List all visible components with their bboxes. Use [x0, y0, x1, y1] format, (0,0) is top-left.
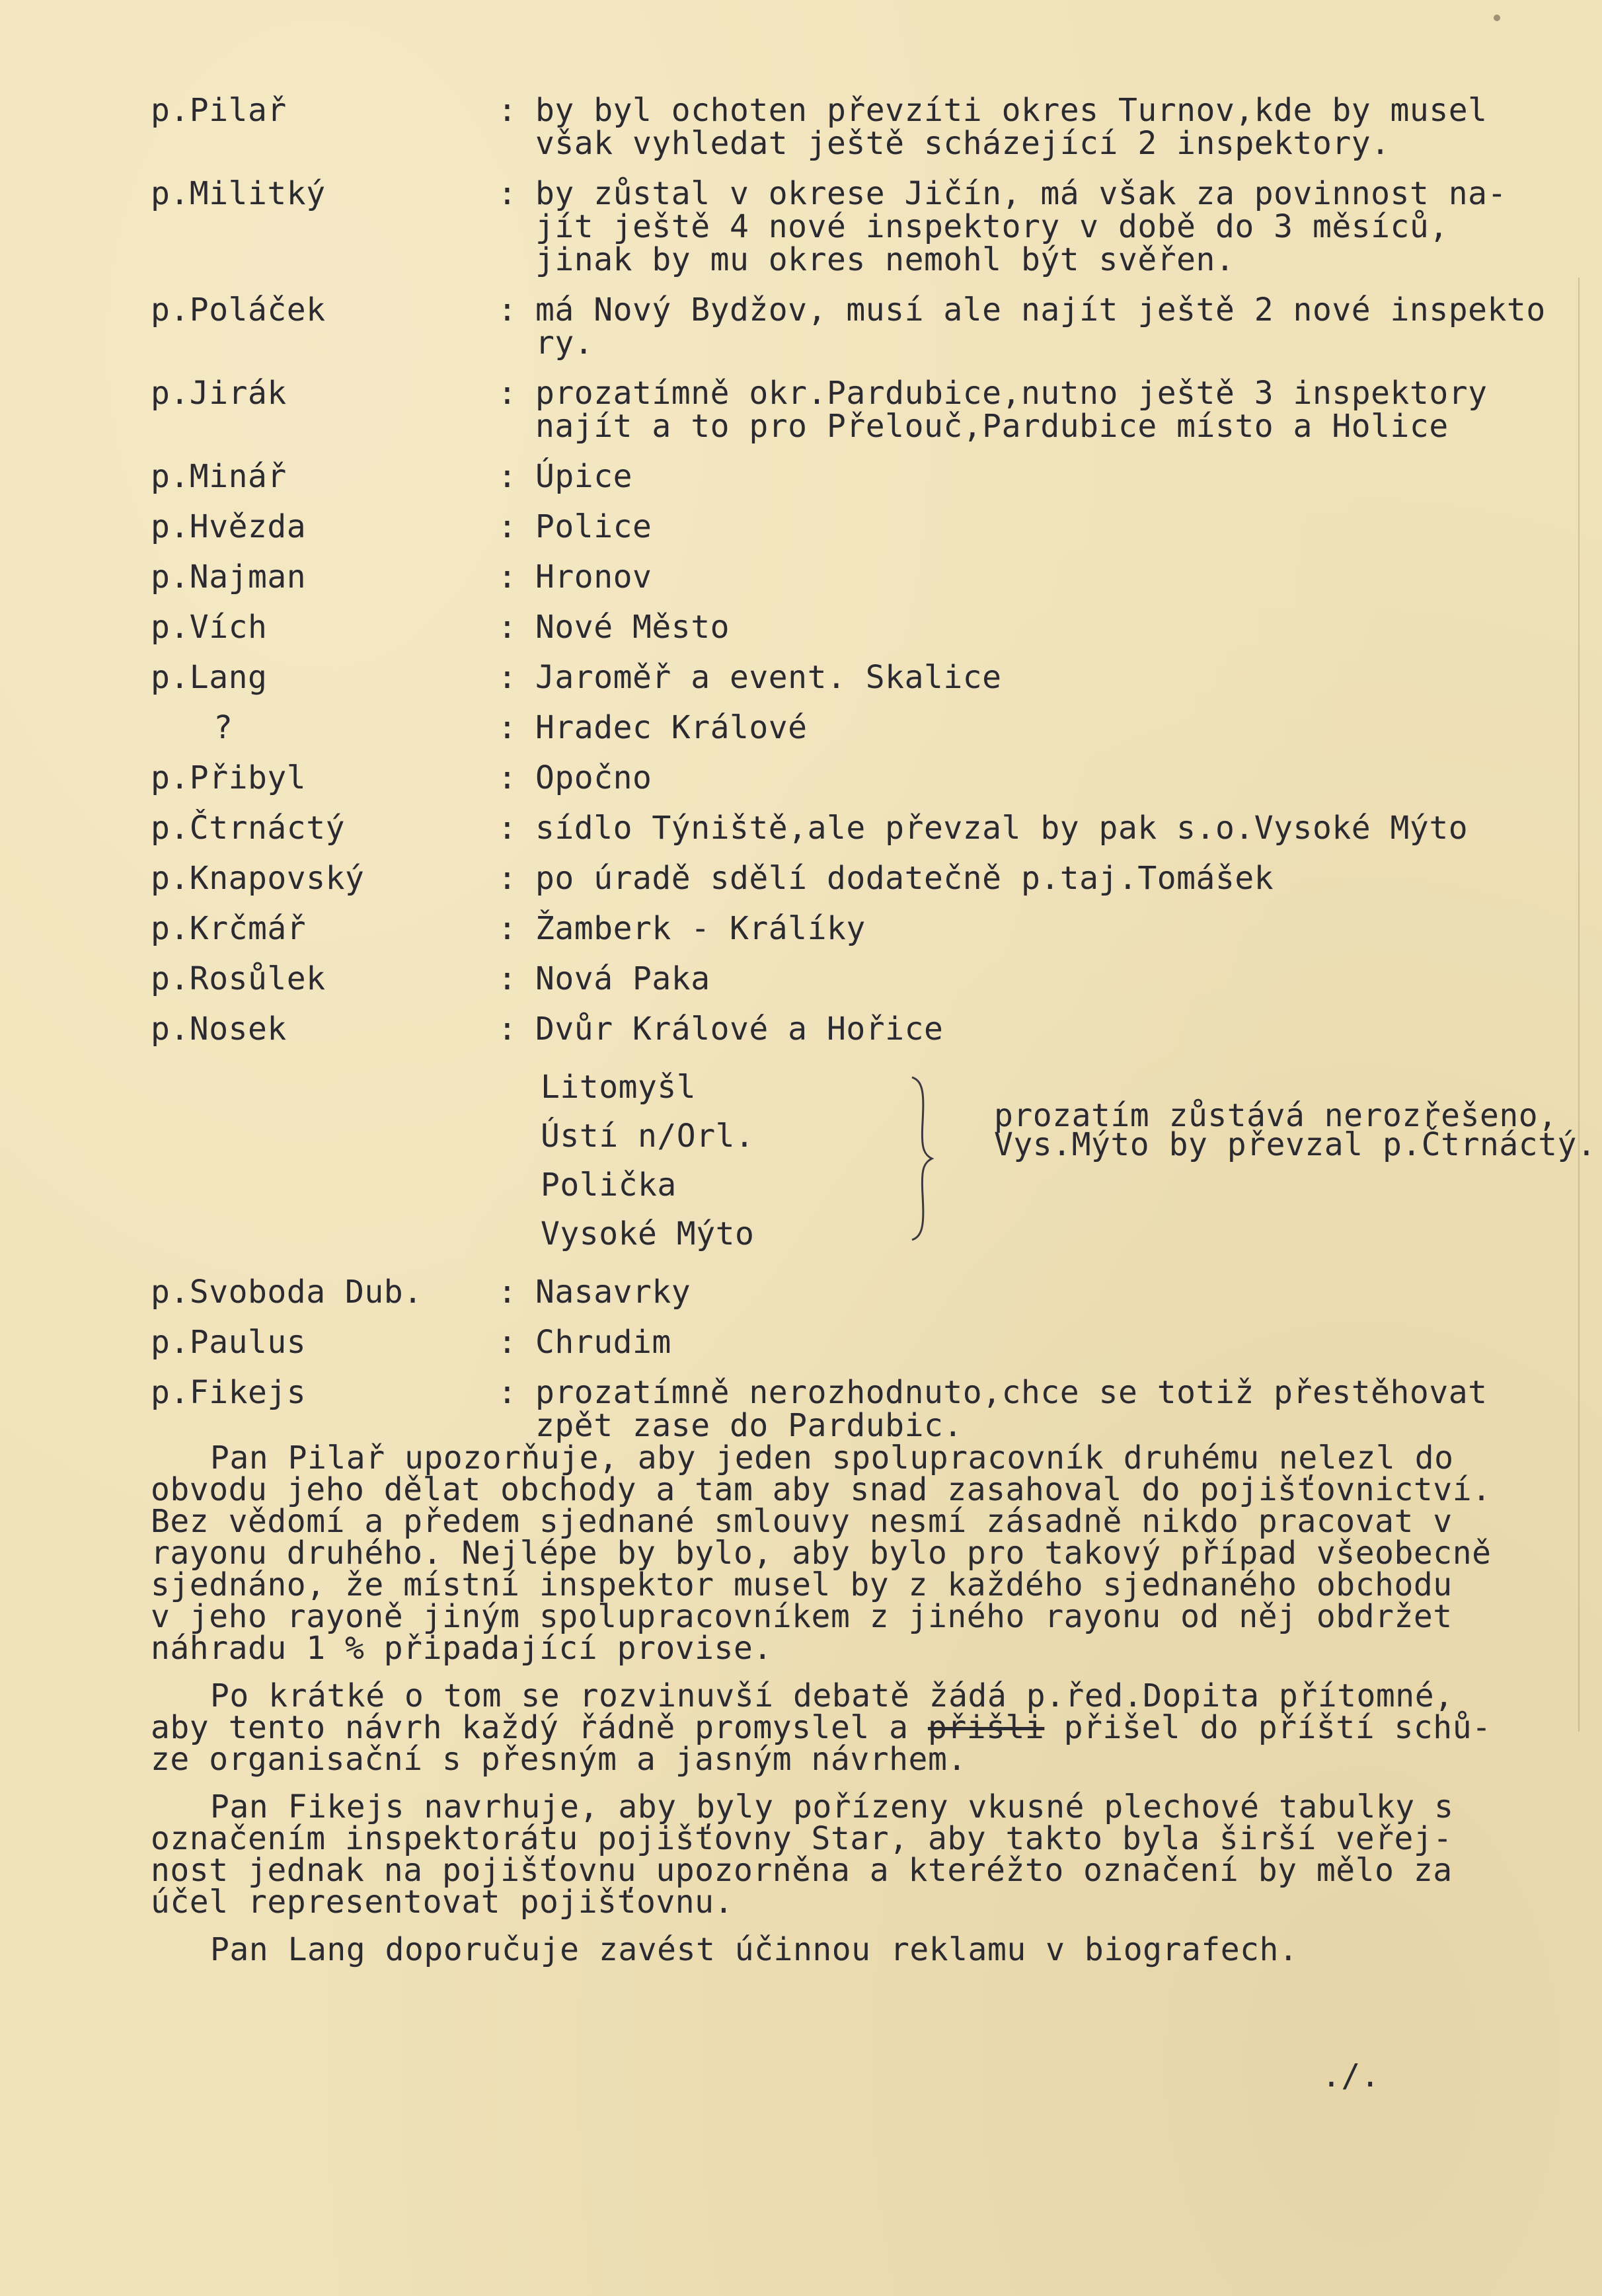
assignment-row: [151, 510, 1558, 543]
assignment-row: [151, 761, 1558, 794]
inspector-name: p.Přibyl: [151, 759, 307, 796]
inspector-name: p.Vích: [151, 609, 268, 646]
inspector-name: p.Čtrnáctý: [151, 810, 345, 847]
district-text: [535, 377, 1558, 443]
text-line: [151, 1677, 1558, 1714]
text-line: Hradec Králové: [535, 709, 808, 746]
separator: :: [498, 458, 517, 495]
separator: :: [498, 759, 517, 796]
separator: :: [498, 1374, 517, 1411]
text-line: označením inspektorátu pojišťovny Star, aby takto byla širší veřej-: [151, 1820, 1453, 1857]
text-line: prozatím zůstává nerozřešeno,: [994, 1097, 1558, 1134]
assignment-row: [151, 1013, 1558, 1046]
district-text: [535, 1013, 1558, 1046]
inspector-name: p.Poláček: [151, 291, 326, 328]
district-text: [535, 862, 1558, 895]
separator: :: [498, 558, 517, 595]
text-line: by zůstal v okrese Jičín, má však za povinnost na-: [535, 175, 1507, 212]
district-text: [535, 711, 1558, 744]
place-name: Polička: [541, 1167, 677, 1204]
paragraph-dopita: [151, 1677, 1558, 1778]
text-line: Nové Město: [535, 609, 730, 646]
text-line: Žamberk - Králíky: [535, 910, 866, 947]
separator: :: [498, 92, 517, 129]
text-line: má Nový Bydžov, musí ale najít ještě 2 nové inspekto: [535, 291, 1546, 328]
text-line: Pan Lang doporučuje zavést účinnou reklamu v biografech.: [210, 1931, 1299, 1968]
inspector-name: p.Svoboda Dub.: [151, 1274, 423, 1311]
text-line: prozatímně okr.Pardubice,nutno ještě 3 inspektory: [535, 375, 1488, 412]
separator: :: [498, 291, 517, 328]
assignment-list: [151, 92, 1597, 1459]
undecided-note: [994, 1097, 1597, 1163]
district-text: [535, 460, 1558, 493]
text-line: Bez vědomí a předem sjednané smlouvy nesmí zásadně nikdo pracovat v: [151, 1503, 1453, 1540]
text-line: však vyhledat ještě scházející 2 inspektory.: [535, 125, 1391, 162]
text-line: nost jednak na pojišťovnu upozorněna a kteréžto označení by mělo za: [151, 1852, 1453, 1889]
separator: :: [498, 175, 517, 212]
inspector-name: p.Najman: [151, 558, 307, 595]
assignment-row: [151, 1276, 1558, 1309]
assignment-row: [151, 711, 1558, 744]
assignment-row: [151, 812, 1558, 845]
separator: :: [498, 375, 517, 412]
text-line: Vys.Mýto by převzal p.Čtrnáctý.: [994, 1126, 1597, 1163]
assignment-row: [151, 1376, 1558, 1442]
text-line: Jaroměř a event. Skalice: [535, 659, 1002, 696]
text-line: zpět zase do Pardubic.: [535, 1407, 963, 1444]
minutes-paragraphs: [151, 1439, 1558, 1981]
district-text: [535, 661, 1558, 694]
place-name: Vysoké Mýto: [541, 1215, 755, 1252]
inspector-name: p.Lang: [151, 659, 268, 696]
inspector-name: p.Knapovský: [151, 860, 365, 897]
separator: :: [498, 1324, 517, 1361]
text-line: Nasavrky: [535, 1274, 691, 1311]
text-line: jít ještě 4 nové inspektory v době do 3 měsíců,: [535, 208, 1449, 245]
district-text: [535, 560, 1558, 593]
assignment-row: [151, 177, 1558, 276]
separator: :: [498, 960, 517, 997]
undecided-place-list: [541, 1063, 754, 1258]
text-line: Opočno: [535, 759, 652, 796]
text-segment: aby tento návrh každý řádně promyslel a: [151, 1709, 928, 1746]
district-text: [535, 177, 1558, 276]
district-text: [535, 94, 1558, 160]
text-line: účel representovat pojišťovnu.: [151, 1884, 734, 1921]
inspector-name: p.Hvězda: [151, 508, 307, 545]
text-line: Hronov: [535, 558, 652, 595]
text-line: obvodu jeho dělat obchody a tam aby snad zasahoval do pojišťovnictví.: [151, 1471, 1492, 1508]
assignment-row: [151, 94, 1558, 160]
text-segment: ze organisační s přesným a jasným návrhem.: [151, 1741, 967, 1778]
struck-out-word: přišli: [927, 1709, 1045, 1746]
separator: :: [498, 860, 517, 897]
text-line: sjednáno, že místní inspektor musel by z každého sjednaného obchodu: [151, 1566, 1453, 1603]
text-line: Nová Paka: [535, 960, 710, 997]
text-line: ry.: [535, 325, 594, 362]
district-text: [535, 1326, 1558, 1359]
assignment-row: [151, 661, 1558, 694]
assignment-row: [151, 560, 1558, 593]
district-text: [535, 912, 1558, 945]
assignment-row: [151, 377, 1558, 443]
district-text: [535, 1276, 1558, 1309]
separator: :: [498, 1011, 517, 1048]
paragraph-pilar: [151, 1439, 1558, 1667]
text-line: Pan Fikejs navrhuje, aby byly pořízeny vkusné plechové tabulky s: [210, 1788, 1454, 1825]
text-line: jinak by mu okres nemohl být svěřen.: [535, 241, 1235, 278]
text-line: Chrudim: [535, 1324, 671, 1361]
district-text: [535, 510, 1558, 543]
assignment-row: [151, 460, 1558, 493]
undecided-districts: [151, 1063, 1597, 1258]
separator: :: [498, 810, 517, 847]
district-text: [535, 1376, 1558, 1442]
district-text: [535, 962, 1558, 995]
inspector-name: p.Militký: [151, 175, 326, 212]
paragraph-lang: [151, 1931, 1558, 1968]
assignment-row: [151, 912, 1558, 945]
assignment-row: [151, 1326, 1558, 1359]
paragraph-fikejs: [151, 1788, 1558, 1921]
text-segment: přišel do příští schů-: [1044, 1709, 1492, 1746]
text-line: v jeho rayoně jiným spolupracovníkem z jiného rayonu od něj obdržet: [151, 1598, 1453, 1635]
paper-fold-line: [1578, 278, 1580, 1732]
assignment-row: [151, 862, 1558, 895]
curly-brace: [909, 1076, 936, 1241]
separator: :: [498, 609, 517, 646]
separator: :: [498, 709, 517, 746]
place-name: Ústí n/Orl.: [541, 1118, 755, 1155]
punch-mark: [1494, 15, 1500, 21]
text-line: Úpice: [535, 458, 632, 495]
inspector-name: p.Nosek: [151, 1011, 287, 1048]
text-line: sídlo Týniště,ale převzal by pak s.o.Vysoké Mýto: [535, 810, 1468, 847]
district-text: [535, 761, 1558, 794]
separator: :: [498, 659, 517, 696]
district-text: [535, 611, 1558, 644]
text-line: náhradu 1 % připadající provise.: [151, 1630, 773, 1667]
place-name: Litomyšl: [541, 1069, 697, 1106]
text-line: by byl ochoten převzíti okres Turnov,kde by musel: [535, 92, 1488, 129]
inspector-name: p.Paulus: [151, 1324, 307, 1361]
text-line: [151, 1709, 1558, 1746]
unknown-inspector-mark: ?: [213, 709, 233, 746]
district-text: [535, 293, 1558, 360]
text-line: [151, 1741, 1558, 1778]
inspector-name: p.Fikejs: [151, 1374, 307, 1411]
separator: :: [498, 1274, 517, 1311]
text-segment: Po krátké o tom se rozvinuvší debatě žádá p.řed.Dopita přítomné,: [210, 1677, 1454, 1714]
text-line: prozatímně nerozhodnuto,chce se totiž přestěhovat: [535, 1374, 1488, 1411]
inspector-name: p.Minář: [151, 458, 287, 495]
assignment-row: [151, 293, 1558, 360]
separator: :: [498, 508, 517, 545]
text-line: Police: [535, 508, 652, 545]
district-text: [535, 812, 1558, 845]
inspector-name: p.Jirák: [151, 375, 287, 412]
separator: :: [498, 910, 517, 947]
assignment-row: [151, 611, 1558, 644]
text-line: Dvůr Králové a Hořice: [535, 1011, 944, 1048]
inspector-name: p.Pilař: [151, 92, 287, 129]
inspector-name: p.Krčmář: [151, 910, 307, 947]
text-line: najít a to pro Přelouč,Pardubice místo a Holice: [535, 408, 1449, 445]
inspector-name: p.Rosůlek: [151, 960, 326, 997]
text-line: po úradě sdělí dodatečně p.taj.Tomášek: [535, 860, 1274, 897]
assignment-row: [151, 962, 1558, 995]
text-line: rayonu druhého. Nejlépe by bylo, aby bylo pro takový případ všeobecně: [151, 1535, 1492, 1572]
text-line: Pan Pilař upozorňuje, aby jeden spolupracovník druhému nelezl do: [210, 1439, 1454, 1476]
continuation-mark: ./.: [1322, 2057, 1381, 2094]
